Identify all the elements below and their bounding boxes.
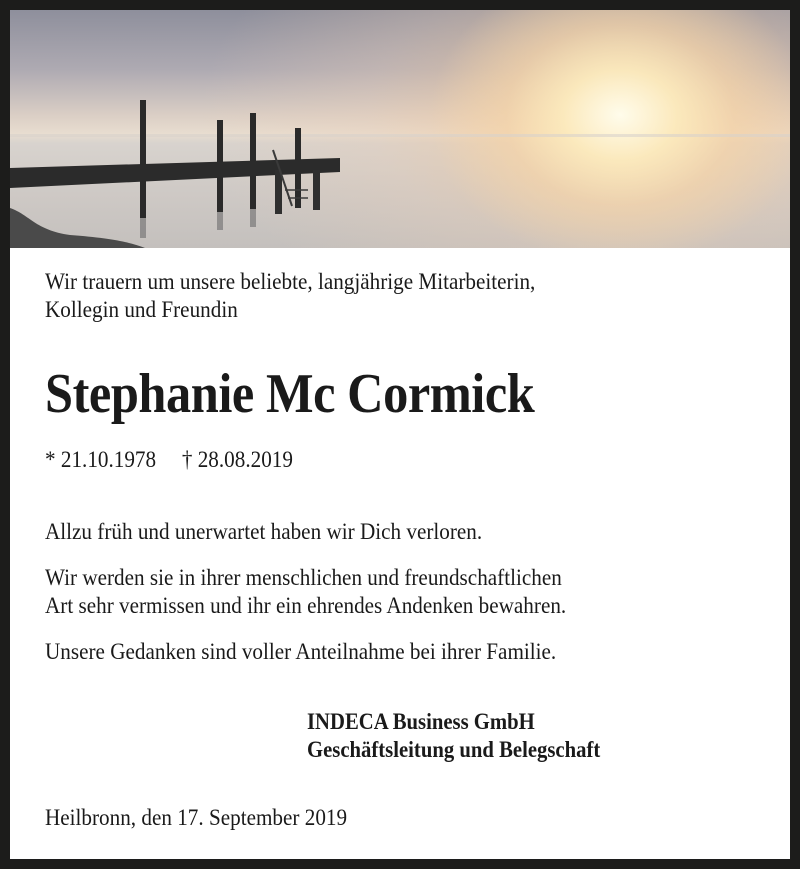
intro-text xyxy=(45,268,707,324)
paragraph-line: Allzu früh und unerwartet haben wir Dich verloren. xyxy=(45,519,483,544)
intro-line: Wir trauern um unsere beliebte, langjährige Mitarbeiterin, xyxy=(45,269,536,294)
signature-block xyxy=(307,708,600,764)
deceased-name: Stephanie Mc Cormick xyxy=(45,363,535,425)
death-date: † 28.08.2019 xyxy=(181,447,293,472)
paragraph-2 xyxy=(45,564,566,620)
paragraph-3 xyxy=(45,638,556,666)
paragraph-line: Wir werden sie in ihrer menschlichen und freundschaftlichen xyxy=(45,565,562,590)
paragraph-1 xyxy=(45,518,482,546)
place-and-date: Heilbronn, den 17. September 2019 xyxy=(45,805,348,830)
jetty-sunrise-photo xyxy=(10,10,790,248)
intro-line: Kollegin und Freundin xyxy=(45,297,238,322)
paragraph-line: Art sehr vermissen und ihr ein ehrendes Andenken bewahren. xyxy=(45,593,567,618)
signature-group: Geschäftsleitung und Belegschaft xyxy=(307,737,601,762)
birth-date: * 21.10.1978 xyxy=(45,447,157,472)
paragraph-line: Unsere Gedanken sind voller Anteilnahme bei ihrer Familie. xyxy=(45,639,557,664)
obituary-notice xyxy=(10,10,790,859)
company-name: INDECA Business GmbH xyxy=(307,709,535,734)
life-dates xyxy=(45,446,293,474)
jetty-silhouette-icon xyxy=(10,10,790,248)
